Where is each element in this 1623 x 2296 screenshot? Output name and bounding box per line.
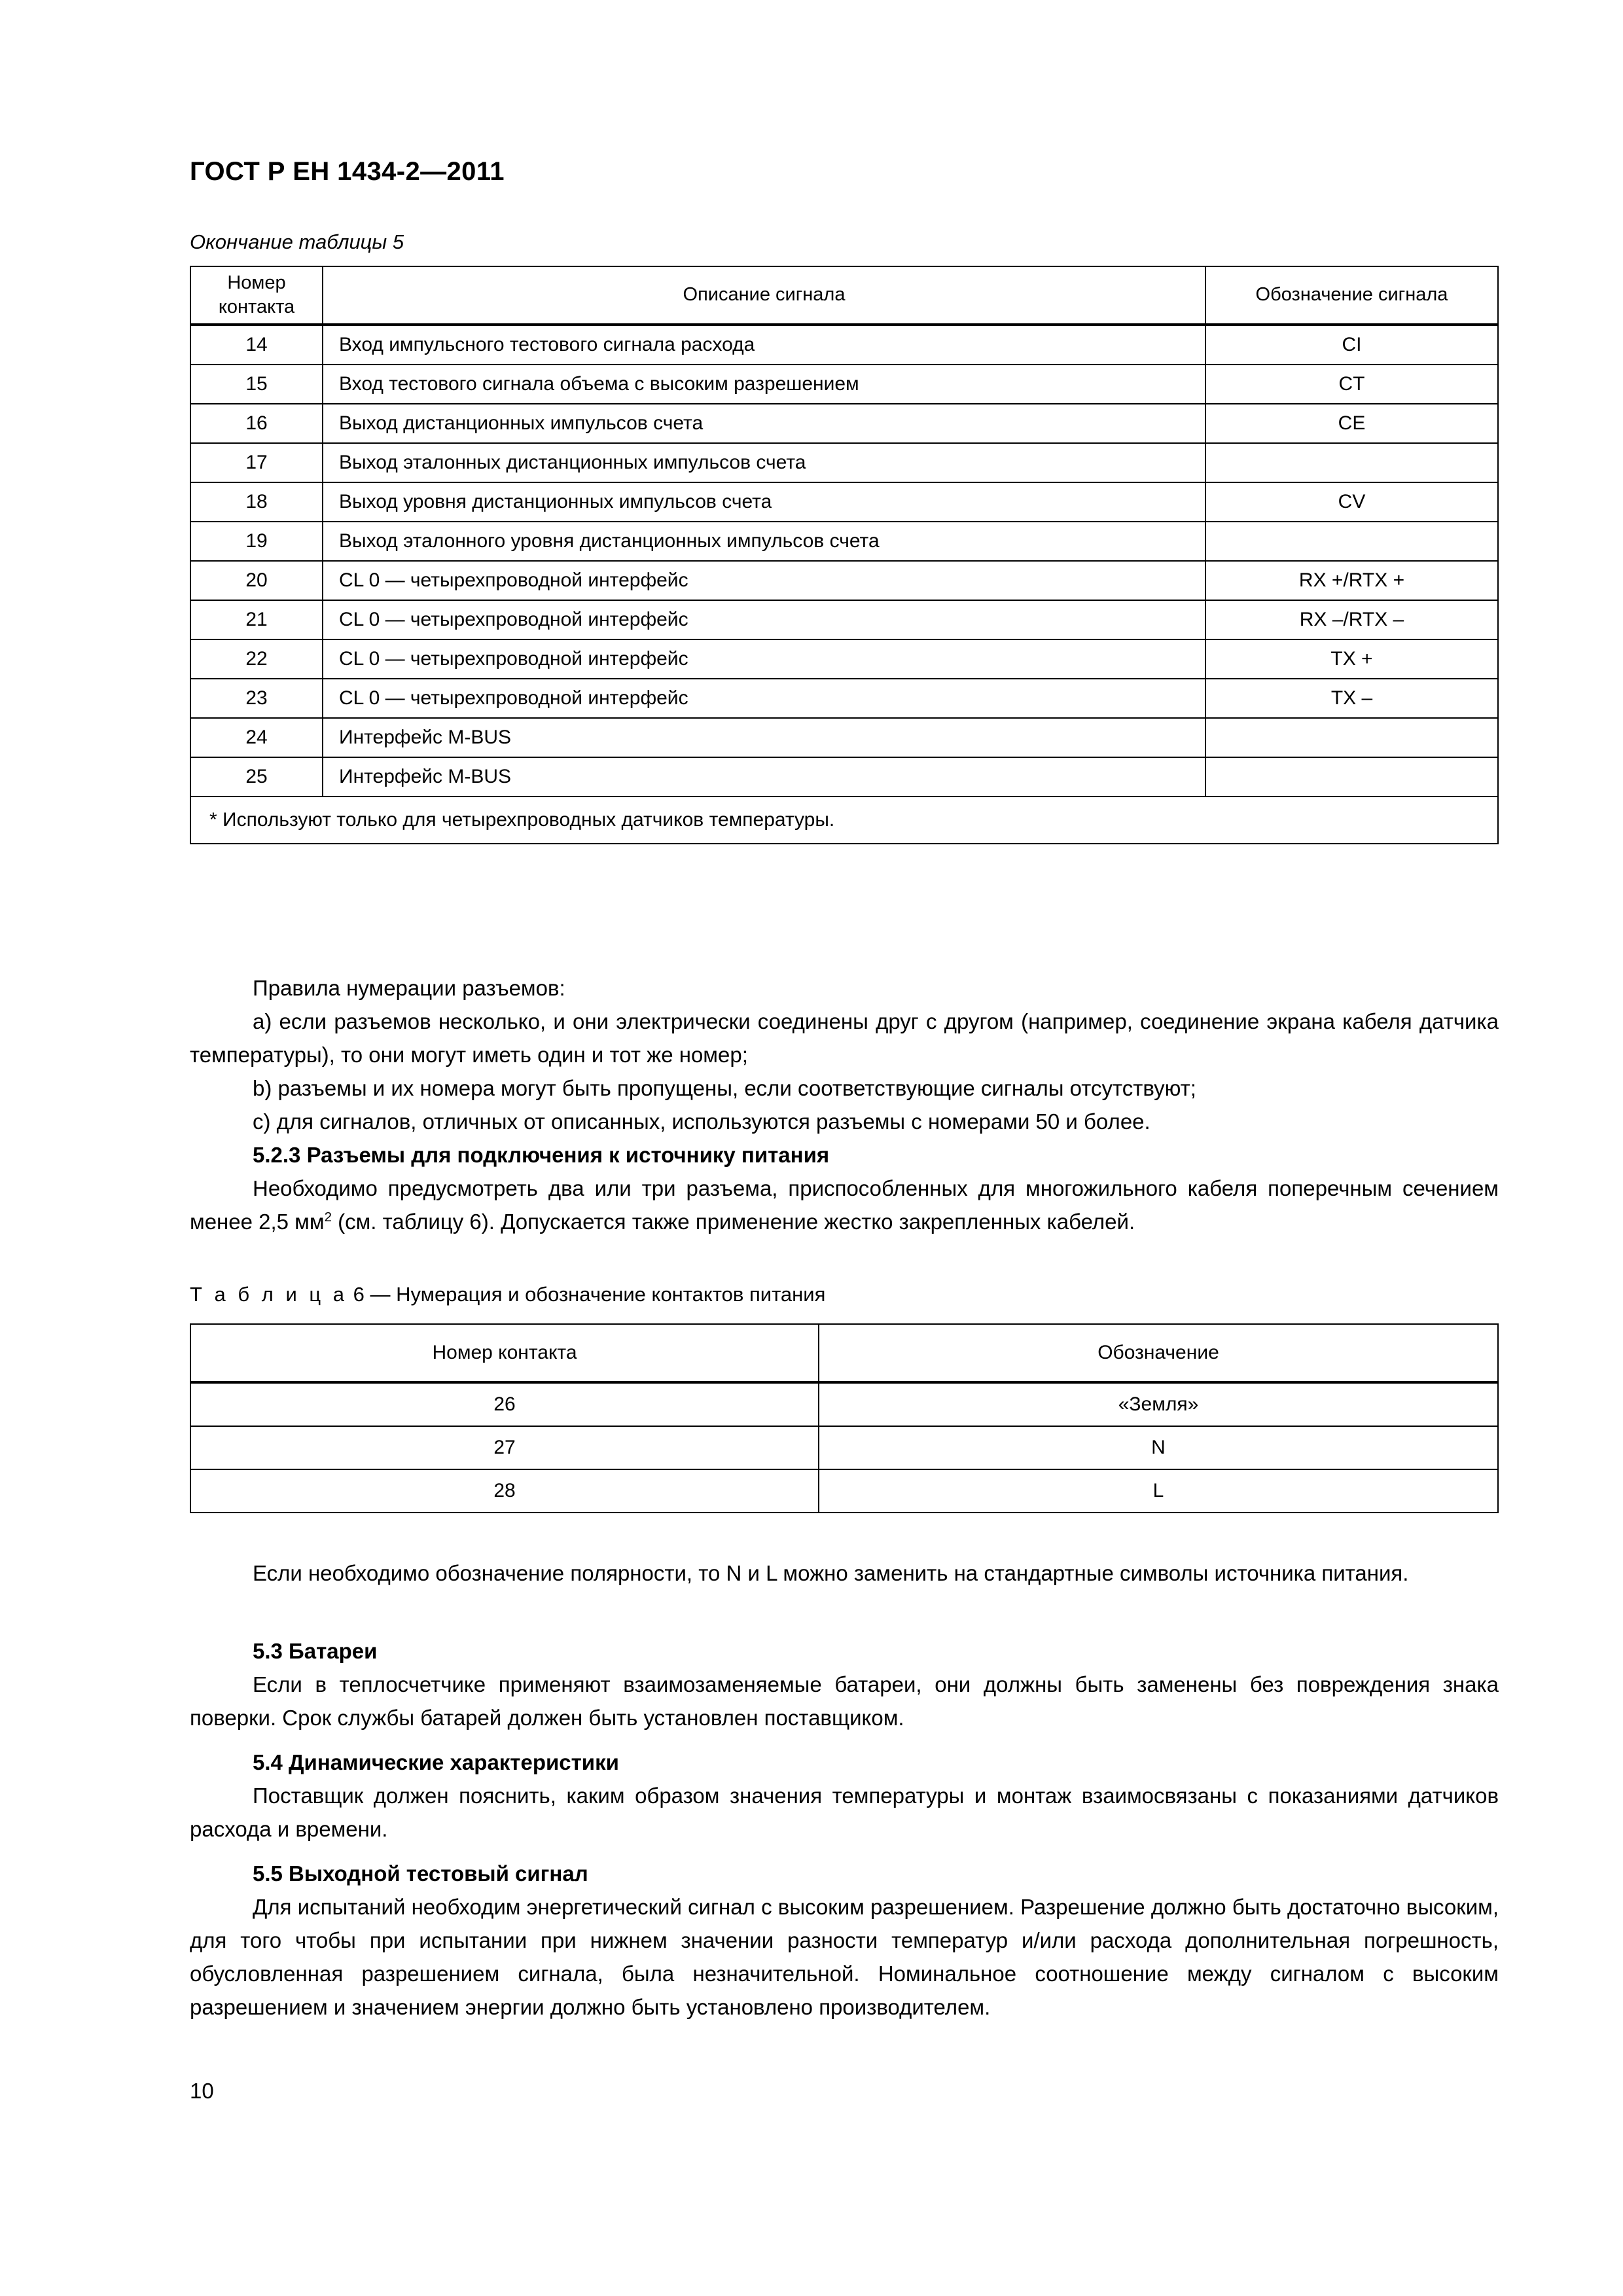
contact-number: 15	[190, 365, 323, 404]
heading-5-5: 5.5 Выходной тестовый сигнал	[253, 1861, 588, 1886]
table5-body	[190, 325, 1498, 844]
table-row	[190, 600, 1498, 639]
table-row	[190, 757, 1498, 797]
table6-body	[190, 1382, 1498, 1513]
table-row	[190, 561, 1498, 600]
table6-wrapper	[190, 1323, 1499, 1513]
paragraph-polarity: Если необходимо обозначение полярности, то N и L можно заменить на стандартные символы источника питания.	[253, 1561, 1409, 1585]
contact-designation: L	[819, 1469, 1498, 1513]
paragraph-5-2-3-part2: (см. таблицу 6). Допускается также применение жестко закрепленных кабелей.	[331, 1210, 1135, 1234]
signal-description: Интерфейс M-BUS	[323, 757, 1205, 797]
table6-caption-word: Т а б л и ц а	[190, 1283, 348, 1306]
signal-designation: CE	[1205, 404, 1498, 443]
contact-designation: N	[819, 1426, 1498, 1469]
table-row	[190, 443, 1498, 482]
table6	[190, 1323, 1499, 1513]
table-row	[190, 679, 1498, 718]
contact-number: 25	[190, 757, 323, 797]
signal-designation: RX –/RTX –	[1205, 600, 1498, 639]
standard-header: ГОСТ Р ЕН 1434-2—2011	[190, 157, 505, 186]
signal-description: CL 0 — четырехпроводной интерфейс	[323, 639, 1205, 679]
contact-number: 28	[190, 1469, 819, 1513]
signal-designation: TX –	[1205, 679, 1498, 718]
table5-footnote-row	[190, 797, 1498, 844]
table-row	[190, 718, 1498, 757]
signal-designation: CV	[1205, 482, 1498, 522]
contact-number: 26	[190, 1382, 819, 1426]
paragraph-5-2-3	[190, 1172, 1499, 1238]
signal-description: CL 0 — четырехпроводной интерфейс	[323, 561, 1205, 600]
table-row	[190, 1426, 1498, 1469]
table6-col-number: Номер контакта	[190, 1324, 819, 1382]
signal-designation	[1205, 718, 1498, 757]
paragraph-5-5: Для испытаний необходим энергетический сигнал с высоким разрешением. Разрешение должно быть достаточно высоким, для того чтобы при испытании при нижнем значении разности температур и/или расхода дополнительная погрешность, обусловленная разрешением сигнала, была незначительной. Номинальное соотношение между сигналом с высоким разрешением и значением энергии должно быть установлено производителем.	[190, 1895, 1499, 2019]
signal-designation	[1205, 443, 1498, 482]
table6-caption	[190, 1283, 825, 1306]
rule-item-a: a) если разъемов несколько, и они электрически соединены друг с другом (например, соединение экрана кабеля датчика температуры), то они могут иметь один и тот же номер;	[190, 1009, 1499, 1067]
signal-designation: RX +/RTX +	[1205, 561, 1498, 600]
signal-description: Интерфейс M-BUS	[323, 718, 1205, 757]
table5-footnote: * Используют только для четырехпроводных датчиков температуры.	[190, 797, 1498, 844]
contact-number: 14	[190, 325, 323, 365]
table-row	[190, 325, 1498, 365]
signal-designation: CT	[1205, 365, 1498, 404]
table6-header-row	[190, 1324, 1498, 1382]
table-row	[190, 365, 1498, 404]
signal-designation	[1205, 522, 1498, 561]
rule-item-b: b) разъемы и их номера могут быть пропущены, если соответствующие сигналы отсутствуют;	[253, 1076, 1196, 1100]
table-row	[190, 639, 1498, 679]
paragraph-5-2-3-part1: Необходимо предусмотреть два или три разъема, приспособленных для многожильного кабеля поперечным сечением менее 2,5 мм	[190, 1176, 1499, 1234]
contact-number: 18	[190, 482, 323, 522]
table6-col-designation: Обозначение	[819, 1324, 1498, 1382]
rule-item-c: c) для сигналов, отличных от описанных, используются разъемы с номерами 50 и более.	[253, 1109, 1150, 1134]
signal-description: Выход уровня дистанционных импульсов счета	[323, 482, 1205, 522]
contact-number: 22	[190, 639, 323, 679]
page-number: 10	[190, 2079, 214, 2103]
signal-description: CL 0 — четырехпроводной интерфейс	[323, 600, 1205, 639]
contact-number: 27	[190, 1426, 819, 1469]
table5-caption: Окончание таблицы 5	[190, 230, 404, 253]
table-row	[190, 1469, 1498, 1513]
table5-header-row	[190, 266, 1498, 325]
signal-description: Вход импульсного тестового сигнала расхода	[323, 325, 1205, 365]
signal-description: Выход эталонного уровня дистанционных импульсов счета	[323, 522, 1205, 561]
signal-designation	[1205, 757, 1498, 797]
signal-designation: CI	[1205, 325, 1498, 365]
heading-5-3: 5.3 Батареи	[253, 1639, 378, 1663]
contact-number: 17	[190, 443, 323, 482]
square-superscript: 2	[324, 1210, 332, 1225]
contact-designation: «Земля»	[819, 1382, 1498, 1426]
rules-intro-paragraph: Правила нумерации разъемов:	[253, 976, 565, 1000]
contact-number: 20	[190, 561, 323, 600]
table5-wrapper	[190, 266, 1499, 844]
contact-number: 16	[190, 404, 323, 443]
table6-caption-rest: 6 — Нумерация и обозначение контактов питания	[348, 1283, 826, 1306]
signal-description: Выход дистанционных импульсов счета	[323, 404, 1205, 443]
table5-col-description: Описание сигнала	[323, 266, 1205, 325]
table6-head	[190, 1324, 1498, 1382]
heading-5-2-3: 5.2.3 Разъемы для подключения к источнику питания	[253, 1143, 830, 1167]
table5-col-number: Номер контакта	[190, 266, 323, 325]
table-row	[190, 404, 1498, 443]
table-row	[190, 522, 1498, 561]
table5-head	[190, 266, 1498, 325]
contact-number: 24	[190, 718, 323, 757]
table-row	[190, 1382, 1498, 1426]
paragraph-5-3: Если в теплосчетчике применяют взаимозаменяемые батареи, они должны быть заменены без повреждения знака поверки. Срок службы батарей должен быть установлен поставщиком.	[190, 1672, 1499, 1730]
signal-description: Выход эталонных дистанционных импульсов счета	[323, 443, 1205, 482]
signal-designation: TX +	[1205, 639, 1498, 679]
table5	[190, 266, 1499, 844]
signal-description: Вход тестового сигнала объема с высоким разрешением	[323, 365, 1205, 404]
table5-col-designation: Обозначение сигнала	[1205, 266, 1498, 325]
contact-number: 21	[190, 600, 323, 639]
paragraph-5-4: Поставщик должен пояснить, каким образом значения температуры и монтаж взаимосвязаны с показаниями датчиков расхода и времени.	[190, 1784, 1499, 1841]
contact-number: 23	[190, 679, 323, 718]
signal-description: CL 0 — четырехпроводной интерфейс	[323, 679, 1205, 718]
heading-5-4: 5.4 Динамические характеристики	[253, 1750, 619, 1774]
contact-number: 19	[190, 522, 323, 561]
table-row	[190, 482, 1498, 522]
